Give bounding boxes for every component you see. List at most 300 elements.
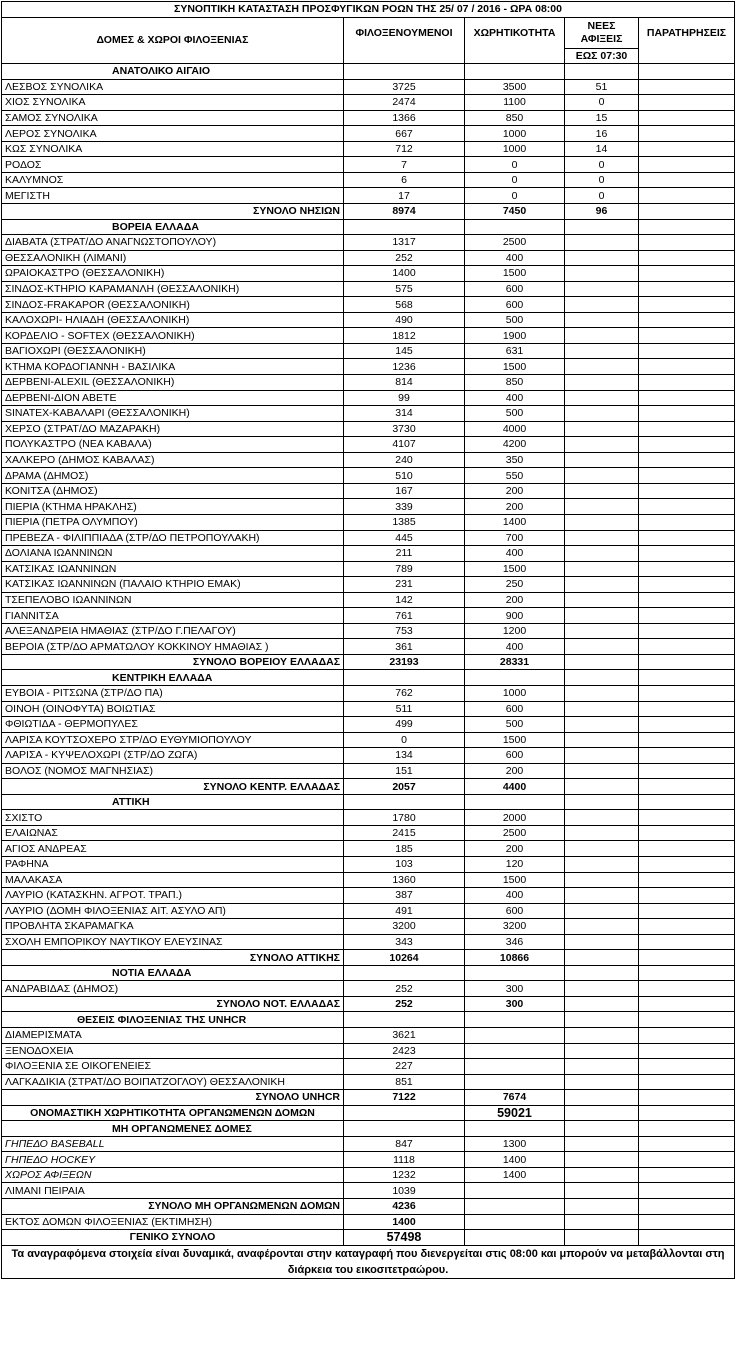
cell-hosted: 2415 [344,825,465,841]
cell-remarks [639,64,735,80]
cell-capacity [465,1199,565,1215]
cell-arrivals [565,670,639,686]
cell-hosted [344,1105,465,1121]
cell-arrivals [565,825,639,841]
cell-capacity [465,1183,565,1199]
cell-arrivals [565,748,639,764]
cell-hosted: 227 [344,1059,465,1075]
cell-remarks [639,312,735,328]
cell-capacity: 2000 [465,810,565,826]
cell-remarks [639,1183,735,1199]
cell-arrivals [565,934,639,950]
cell-arrivals: 0 [565,95,639,111]
section-title: ΘΕΣΕΙΣ ΦΙΛΟΞΕΝΙΑΣ ΤΗΣ UNHCR [2,1012,344,1028]
cell-hosted: 252 [344,996,465,1012]
facility-name: ΣΑΜΟΣ ΣΥΝΟΛΙΚΑ [2,110,344,126]
facility-name: ΠΙΕΡΙΑ (ΚΤΗΜΑ ΗΡΑΚΛΗΣ) [2,499,344,515]
cell-capacity: 400 [465,546,565,562]
table-row [2,250,735,266]
cell-capacity: 2500 [465,235,565,251]
cell-capacity: 1500 [465,561,565,577]
cell-arrivals [565,623,639,639]
cell-hosted: 2474 [344,95,465,111]
total-label: ΣΥΝΟΛΟ ΑΤΤΙΚΗΣ [2,950,344,966]
facility-name: ΣΙΝΔΟΣ-FRAKAPOR (ΘΕΣΣΑΛΟΝΙΚΗ) [2,297,344,313]
facility-name: ΔΡΑΜΑ (ΔΗΜΟΣ) [2,468,344,484]
table-row [2,126,735,142]
cell-remarks [639,281,735,297]
cell-arrivals [565,1183,639,1199]
header-arrivals-sub: ΕΩΣ 07:30 [565,48,639,64]
cell-arrivals [565,888,639,904]
table-row [2,1167,735,1183]
table-row [2,172,735,188]
cell-remarks [639,934,735,950]
cell-arrivals [565,701,639,717]
table-row [2,872,735,888]
cell-capacity [465,670,565,686]
cell-arrivals [565,981,639,997]
facility-name: ΔΕΡΒΕΝΙ-ALEXIL (ΘΕΣΣΑΛΟΝΙΚΗ) [2,375,344,391]
table-row [2,390,735,406]
cell-arrivals: 0 [565,172,639,188]
cell-capacity: 400 [465,888,565,904]
cell-hosted: 568 [344,297,465,313]
total-row [2,654,735,670]
cell-hosted: 510 [344,468,465,484]
facility-name: ΛΑΡΙΣΑ ΚΟΥΤΣΟΧΕΡΟ ΣΤΡ/ΔΟ ΕΥΘΥΜΙΟΠΟΥΛΟΥ [2,732,344,748]
cell-arrivals [565,483,639,499]
table-row [2,235,735,251]
cell-arrivals: 14 [565,141,639,157]
cell-arrivals [565,872,639,888]
section-row [2,1012,735,1028]
cell-capacity: 4400 [465,779,565,795]
cell-hosted [344,1121,465,1137]
facility-name: ΑΛΕΞΑΝΔΡΕΙΑ ΗΜΑΘΙΑΣ (ΣΤΡ/ΔΟ Γ.ΠΕΛΑΓΟΥ) [2,623,344,639]
facility-name: ΕΛΑΙΩΝΑΣ [2,825,344,841]
cell-arrivals [565,359,639,375]
cell-hosted: 712 [344,141,465,157]
total-label: ΣΥΝΟΛΟ ΚΕΝΤΡ. ΕΛΛΑΔΑΣ [2,779,344,795]
cell-hosted: 142 [344,592,465,608]
cell-arrivals [565,514,639,530]
cell-arrivals [565,406,639,422]
cell-hosted: 1232 [344,1167,465,1183]
cell-capacity: 200 [465,763,565,779]
cell-hosted: 491 [344,903,465,919]
cell-hosted: 1812 [344,328,465,344]
cell-arrivals [565,950,639,966]
total-label: ΣΥΝΟΛΟ ΝΗΣΙΩΝ [2,204,344,220]
table-row [2,375,735,391]
facility-name: ΛΙΜΑΝΙ ΠΕΙΡΑΙΑ [2,1183,344,1199]
cell-hosted: 1039 [344,1183,465,1199]
cell-remarks [639,219,735,235]
cell-arrivals [565,685,639,701]
facility-name: ΔΕΡΒΕΝΙ-ΔΙΟΝ ΑΒΕΤΕ [2,390,344,406]
cell-arrivals [565,1136,639,1152]
table-row [2,266,735,282]
cell-arrivals [565,312,639,328]
table-row [2,888,735,904]
cell-capacity: 0 [465,157,565,173]
table-row [2,546,735,562]
cell-hosted: 17 [344,188,465,204]
cell-hosted: 2057 [344,779,465,795]
cell-remarks [639,1074,735,1090]
cell-capacity: 600 [465,701,565,717]
cell-arrivals: 51 [565,79,639,95]
table-row [2,437,735,453]
facility-name: ΕΥΒΟΙΑ - ΡΙΤΣΩΝΑ (ΣΤΡ/ΔΟ ΠΑ) [2,685,344,701]
cell-remarks [639,1090,735,1106]
facility-name: ΠΡΟΒΛΗΤΑ ΣΚΑΡΑΜΑΓΚΑ [2,919,344,935]
cell-capacity: 0 [465,188,565,204]
table-row [2,577,735,593]
cell-capacity: 346 [465,934,565,950]
cell-hosted: 847 [344,1136,465,1152]
cell-hosted [344,64,465,80]
section-title: ΑΤΤΙΚΗ [2,794,344,810]
cell-arrivals [565,919,639,935]
cell-capacity: 400 [465,639,565,655]
table-row [2,825,735,841]
cell-capacity: 400 [465,390,565,406]
grand-row [2,1230,735,1246]
cell-remarks [639,235,735,251]
table-row [2,468,735,484]
table-row [2,312,735,328]
table-row [2,110,735,126]
facility-name: ΚΑΛΥΜΝΟΣ [2,172,344,188]
cell-capacity: 7674 [465,1090,565,1106]
cell-hosted: 361 [344,639,465,655]
cell-hosted: 211 [344,546,465,562]
header-arrivals: ΝΕΕΣ ΑΦΙΞΕΙΣ [565,17,639,48]
cell-capacity: 200 [465,483,565,499]
cell-hosted: 151 [344,763,465,779]
cell-capacity: 4000 [465,421,565,437]
cell-hosted: 23193 [344,654,465,670]
cell-arrivals [565,1214,639,1230]
section-row [2,965,735,981]
cell-arrivals [565,390,639,406]
cell-arrivals: 15 [565,110,639,126]
cell-capacity: 1300 [465,1136,565,1152]
facility-name: ΔΙΑΜΕΡΙΣΜΑΤΑ [2,1028,344,1044]
cell-remarks [639,701,735,717]
cell-arrivals [565,452,639,468]
cell-hosted [344,965,465,981]
facility-name: ΛΕΣΒΟΣ ΣΥΝΟΛΙΚΑ [2,79,344,95]
table-row [2,95,735,111]
cell-hosted: 3725 [344,79,465,95]
table-row [2,79,735,95]
cell-remarks [639,468,735,484]
section-title: ΚΕΝΤΡΙΚΗ ΕΛΛΑΔΑ [2,670,344,686]
cell-hosted: 231 [344,577,465,593]
cell-arrivals: 96 [565,204,639,220]
cell-capacity: 700 [465,530,565,546]
cell-remarks [639,514,735,530]
facility-name: ΛΕΡΟΣ ΣΥΝΟΛΙΚΑ [2,126,344,142]
cell-arrivals [565,732,639,748]
facility-name: ΓΕΝΙΚΟ ΣΥΝΟΛΟ [2,1230,344,1246]
cell-capacity: 600 [465,281,565,297]
cell-capacity: 631 [465,343,565,359]
facility-name: ΑΝΔΡΑΒΙΔΑΣ (ΔΗΜΟΣ) [2,981,344,997]
section-row [2,64,735,80]
cell-capacity: 10866 [465,950,565,966]
cell-remarks [639,266,735,282]
cell-arrivals [565,608,639,624]
capacity-total-value: 59021 [465,1105,565,1121]
facility-name: ΚΩΣ ΣΥΝΟΛΙΚΑ [2,141,344,157]
cell-capacity: 200 [465,499,565,515]
cell-capacity: 1400 [465,514,565,530]
cell-hosted: 7122 [344,1090,465,1106]
cell-remarks [639,1059,735,1075]
facility-name: ΛΑΥΡΙΟ (ΔΟΜΗ ΦΙΛΟΞΕΝΙΑΣ ΑΙΤ. ΑΣΥΛΟ ΑΠ) [2,903,344,919]
cell-hosted: 8974 [344,204,465,220]
cell-arrivals [565,437,639,453]
table-row [2,934,735,950]
table-row [2,157,735,173]
section-title: ΑΝΑΤΟΛΙΚΟ ΑΙΓΑΙΟ [2,64,344,80]
cell-hosted: 0 [344,732,465,748]
cell-arrivals [565,328,639,344]
header-remarks: ΠΑΡΑΤΗΡΗΣΕΙΣ [639,17,735,48]
cell-remarks [639,546,735,562]
facility-name: ΒΕΡΟΙΑ (ΣΤΡ/ΔΟ ΑΡΜΑΤΩΛΟΥ ΚΟΚΚΙΝΟΥ ΗΜΑΘΙΑΣ ) [2,639,344,655]
table-row [2,281,735,297]
cell-remarks [639,172,735,188]
header-capacity: ΧΩΡΗΤΙΚΟΤΗΤΑ [465,17,565,48]
cell-hosted: 575 [344,281,465,297]
cell-capacity [465,1059,565,1075]
cell-hosted [344,794,465,810]
table-row [2,639,735,655]
cell-arrivals [565,1074,639,1090]
cell-capacity: 4200 [465,437,565,453]
cell-hosted: 4107 [344,437,465,453]
table-row [2,732,735,748]
cell-remarks [639,919,735,935]
cell-capacity: 400 [465,250,565,266]
cell-remarks [639,996,735,1012]
cell-remarks [639,110,735,126]
cell-hosted: 490 [344,312,465,328]
section-row [2,670,735,686]
bold-hosted-row [2,1214,735,1230]
cell-hosted: 3200 [344,919,465,935]
table-row [2,1136,735,1152]
facility-name: ΡΟΔΟΣ [2,157,344,173]
table-row [2,530,735,546]
table-row [2,919,735,935]
cell-hosted: 762 [344,685,465,701]
cell-capacity: 7450 [465,204,565,220]
cell-remarks [639,359,735,375]
cell-capacity: 1500 [465,359,565,375]
cell-remarks [639,1214,735,1230]
cell-capacity: 550 [465,468,565,484]
cell-arrivals [565,763,639,779]
cell-remarks [639,950,735,966]
cell-remarks [639,1230,735,1246]
cell-arrivals [565,1059,639,1075]
table-row [2,981,735,997]
cell-hosted: 1366 [344,110,465,126]
cell-capacity: 500 [465,406,565,422]
table-row [2,903,735,919]
cell-hosted: 1400 [344,1214,465,1230]
cell-capacity [465,1074,565,1090]
cell-arrivals [565,1028,639,1044]
cell-capacity: 850 [465,110,565,126]
cell-arrivals [565,654,639,670]
facility-name: ΚΑΤΣΙΚΑΣ ΙΩΑΝΝΙΝΩΝ [2,561,344,577]
facility-name: ΛΑΡΙΣΑ - ΚΥΨΕΛΟΧΩΡΙ (ΣΤΡ/ΔΟ ΖΩΓΑ) [2,748,344,764]
cell-remarks [639,79,735,95]
cell-hosted: 343 [344,934,465,950]
facility-name: ΠΡΕΒΕΖΑ - ΦΙΛΙΠΠΙΑΔΑ (ΣΤΡ/ΔΟ ΠΕΤΡΟΠΟΥΛΑΚΗ) [2,530,344,546]
cell-capacity: 1900 [465,328,565,344]
cell-capacity [465,1230,565,1246]
cell-capacity [465,965,565,981]
cell-remarks [639,297,735,313]
cell-hosted: 3730 [344,421,465,437]
facility-name: ΔΟΛΙΑΝΑ ΙΩΑΝΝΙΝΩΝ [2,546,344,562]
cell-hosted: 167 [344,483,465,499]
cell-capacity: 350 [465,452,565,468]
facility-name: ΟΙΝΟΗ (ΟΙΝΟΦΥΤΑ) ΒΟΙΩΤΙΑΣ [2,701,344,717]
cell-arrivals [565,1199,639,1215]
cell-arrivals [565,577,639,593]
facility-name: ΚΟΡΔΕΛΙΟ - SOFTEX (ΘΕΣΣΑΛΟΝΙΚΗ) [2,328,344,344]
facility-name: ΡΑΦΗΝΑ [2,856,344,872]
cell-capacity: 600 [465,748,565,764]
title-row [2,2,735,18]
table-row [2,483,735,499]
cell-arrivals [565,530,639,546]
cell-remarks [639,872,735,888]
capacity-total-label: ΟΝΟΜΑΣΤΙΚΗ ΧΩΡΗΤΙΚΟΤΗΤΑ ΟΡΓΑΝΩΜΕΝΩΝ ΔΟΜΩΝ [2,1105,344,1121]
cell-remarks [639,732,735,748]
cell-arrivals [565,343,639,359]
cell-hosted: 3621 [344,1028,465,1044]
facility-name: ΦΙΛΟΞΕΝΙΑ ΣΕ ΟΙΚΟΓΕΝΕΙΕΣ [2,1059,344,1075]
cell-arrivals [565,717,639,733]
cell-hosted: 511 [344,701,465,717]
cell-capacity: 500 [465,312,565,328]
table-row [2,297,735,313]
cell-remarks [639,717,735,733]
report-title: ΣΥΝΟΠΤΙΚΗ ΚΑΤΑΣΤΑΣΗ ΠΡΟΣΦΥΓΙΚΩΝ ΡΟΩΝ ΤΗΣ 25/ 07 / 2016 - ΩΡΑ 08:00 [2,2,735,18]
table-row [2,406,735,422]
section-row [2,219,735,235]
cell-hosted: 387 [344,888,465,904]
cell-remarks [639,499,735,515]
cell-capacity [465,1121,565,1137]
table-row [2,1059,735,1075]
cell-arrivals [565,794,639,810]
cell-hosted: 99 [344,390,465,406]
cell-arrivals: 16 [565,126,639,142]
cell-remarks [639,888,735,904]
facility-name: ΔΙΑΒΑΤΑ (ΣΤΡΑΤ/ΔΟ ΑΝΑΓΝΩΣΤΟΠΟΥΛΟΥ) [2,235,344,251]
cell-hosted: 1118 [344,1152,465,1168]
cell-capacity: 300 [465,996,565,1012]
cell-hosted [344,1012,465,1028]
cell-arrivals [565,64,639,80]
facility-name: ΛΑΥΡΙΟ (ΚΑΤΑΣΚΗΝ. ΑΓΡΟΤ. ΤΡΑΠ.) [2,888,344,904]
facility-name: ΚΑΤΣΙΚΑΣ ΙΩΑΝΝΙΝΩΝ (ΠΑΛΑΙΟ ΚΤΗΡΙΟ ΕΜΑΚ) [2,577,344,593]
cell-arrivals [565,1152,639,1168]
cell-remarks [639,903,735,919]
table-row [2,748,735,764]
cell-remarks [639,328,735,344]
cell-remarks [639,841,735,857]
facility-name: ΞΕΝΟΔΟΧΕΙΑ [2,1043,344,1059]
cell-capacity: 3500 [465,79,565,95]
cell-remarks [639,188,735,204]
facility-name: ΣΧΙΣΤΟ [2,810,344,826]
table-row [2,1043,735,1059]
total-label: ΣΥΝΟΛΟ ΜΗ ΟΡΓΑΝΩΜΕΝΩΝ ΔΟΜΩΝ [2,1199,344,1215]
cell-remarks [639,250,735,266]
cell-hosted: 499 [344,717,465,733]
cell-arrivals [565,219,639,235]
cell-hosted: 134 [344,748,465,764]
section-title: ΒΟΡΕΙΑ ΕΛΛΑΔΑ [2,219,344,235]
total-label: ΣΥΝΟΛΟ ΝΟΤ. ΕΛΛΑΔΑΣ [2,996,344,1012]
cell-capacity [465,794,565,810]
cell-capacity [465,219,565,235]
cell-hosted: 445 [344,530,465,546]
cell-remarks [639,375,735,391]
cell-capacity [465,1214,565,1230]
cell-arrivals [565,639,639,655]
facility-name: ΠΟΛΥΚΑΣΤΡΟ (ΝΕΑ ΚΑΒΑΛΑ) [2,437,344,453]
cell-hosted: 10264 [344,950,465,966]
table-row [2,328,735,344]
cell-remarks [639,981,735,997]
cell-capacity: 300 [465,981,565,997]
cell-arrivals [565,235,639,251]
cell-arrivals [565,1090,639,1106]
cell-capacity: 600 [465,903,565,919]
cell-remarks [639,608,735,624]
cell-arrivals [565,779,639,795]
cell-hosted: 1360 [344,872,465,888]
cell-capacity: 850 [465,375,565,391]
cell-arrivals [565,468,639,484]
cell-hosted: 1236 [344,359,465,375]
cell-hosted: 851 [344,1074,465,1090]
section-title: ΝΟΤΙΑ ΕΛΛΑΔΑ [2,965,344,981]
facility-name: ΑΓΙΟΣ ΑΝΔΡΕΑΣ [2,841,344,857]
cell-capacity: 200 [465,841,565,857]
cell-arrivals [565,1121,639,1137]
cell-arrivals [565,281,639,297]
facility-name: ΧΑΛΚΕΡΟ (ΔΗΜΟΣ ΚΑΒΑΛΑΣ) [2,452,344,468]
cell-arrivals [565,499,639,515]
facility-name: ΧΩΡΟΣ ΑΦΙΞΕΩΝ [2,1167,344,1183]
cell-arrivals [565,965,639,981]
cell-arrivals [565,996,639,1012]
